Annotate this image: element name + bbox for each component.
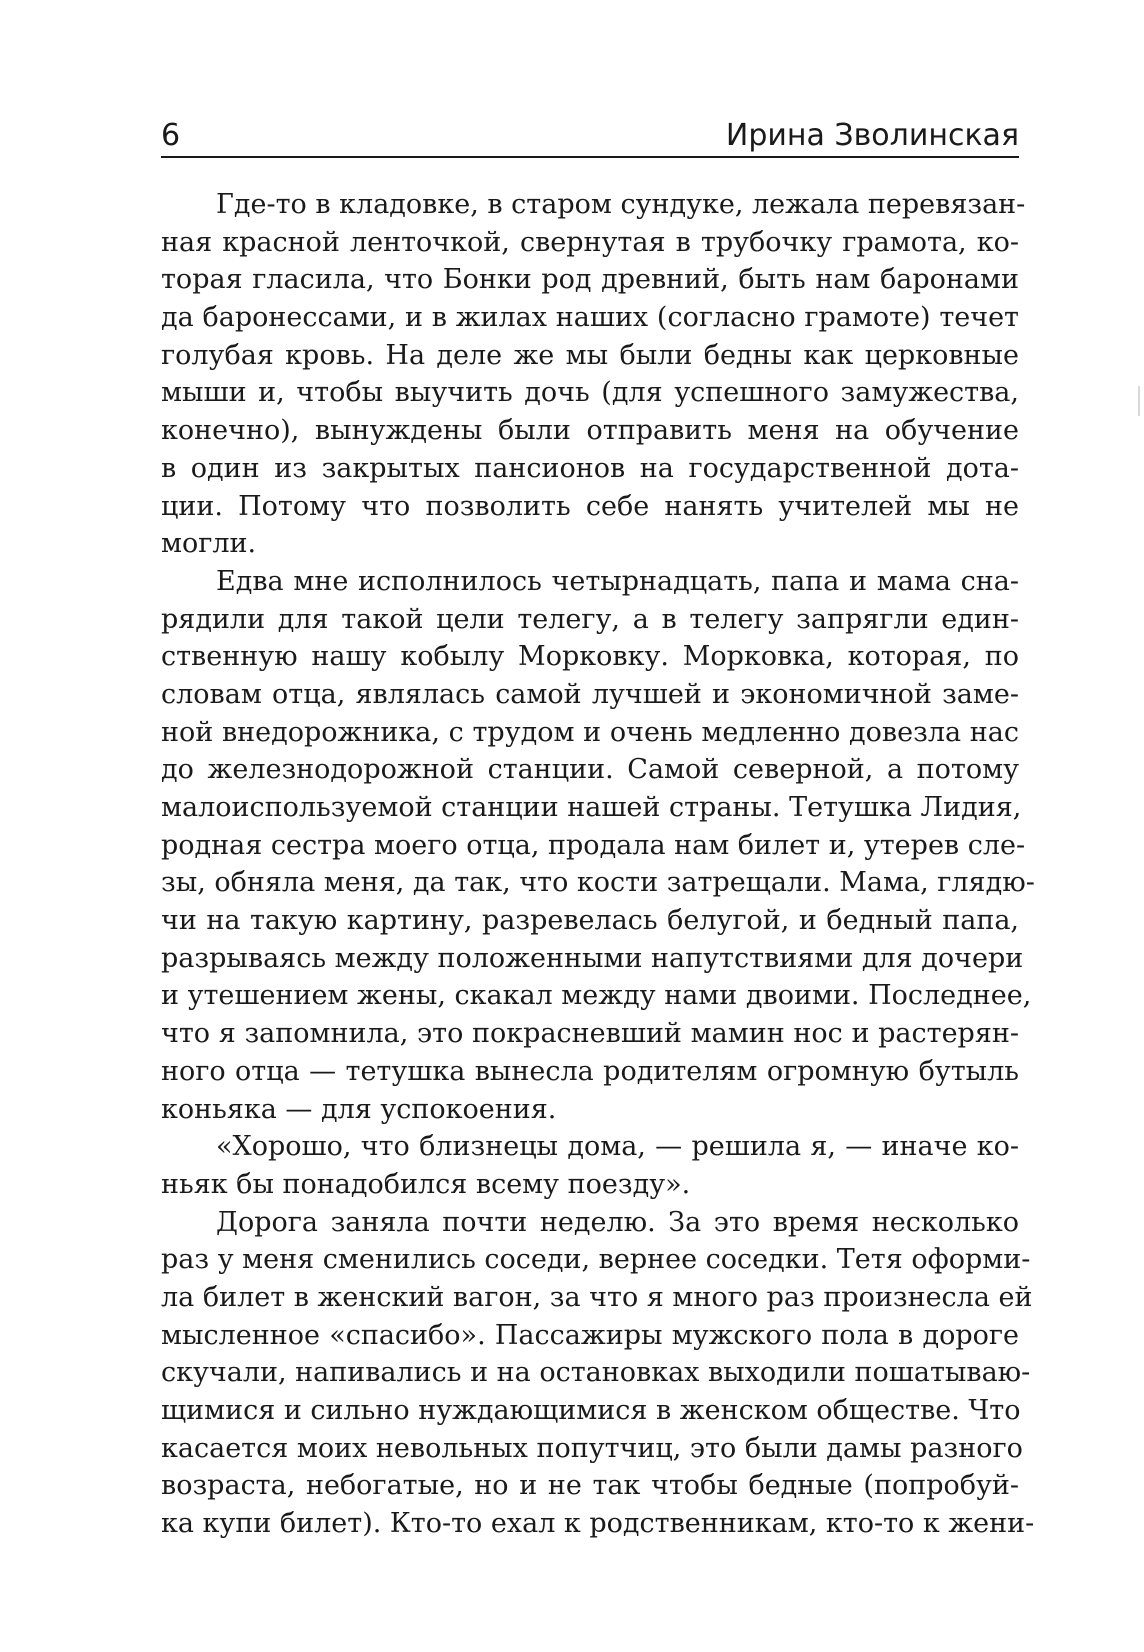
running-head: [161, 110, 1019, 158]
page-number: 6: [161, 118, 181, 153]
text-line: торая гласила, что Бонки род древний, быть нам баронами: [161, 264, 1019, 296]
text-line: ственную нашу кобылу Морковку. Морковка, которая, по: [161, 641, 1019, 673]
text-line: ного отца — тетушка вынесла родителям огромную бутыль: [161, 1055, 1019, 1087]
text-line: раз у меня сменились соседи, вернее соседки. Тетя оформи-: [161, 1244, 1031, 1276]
text-line: родная сестра моего отца, продала нам билет и, утерев сле-: [161, 829, 1026, 861]
text-line: и утешением жены, скакал между нами двоими. Последнее,: [161, 980, 1032, 1012]
text-line: зы, обняла меня, да так, что кости затрещали. Мама, глядю-: [161, 867, 1035, 899]
text-line: касается моих невольных попутчиц, это были дамы разного: [161, 1432, 1023, 1464]
text-line: разрываясь между положенными напутствиями для дочери: [161, 942, 1024, 974]
text-line: конечно), вынуждены были отправить меня на обучение: [161, 415, 1019, 447]
text-line: до железнодорожной станции. Самой северной, а потому: [161, 754, 1019, 786]
author-name: Ирина Зволинская: [725, 118, 1019, 153]
text-line: коньяка — для успокоения.: [161, 1093, 557, 1125]
paragraph: [161, 563, 1035, 1128]
scan-edge-mark: [1138, 386, 1140, 416]
text-line: чи на такую картину, разревелась белугой, и бедный папа,: [161, 905, 1019, 937]
text-line: Дорога заняла почти неделю. За это время несколько: [216, 1206, 1019, 1238]
paragraph: [161, 186, 1026, 563]
text-line: ная красной ленточкой, свернутая в трубочку грамота, ко-: [161, 226, 1019, 258]
text-line: да баронессами, и в жилах наших (согласно грамоте) течет: [161, 302, 1019, 334]
text-line: словам отца, являлась самой лучшей и экономичной заме-: [161, 678, 1019, 710]
text-line: могли.: [161, 528, 257, 560]
text-line: ка купи билет). Кто-то ехал к родственникам, кто-то к жени-: [161, 1508, 1035, 1540]
text-line: малоиспользуемой станции нашей страны. Тетушка Лидия,: [161, 792, 1022, 823]
text-line: в один из закрытых пансионов на государственной дота-: [161, 452, 1019, 484]
text-line: ньяк бы понадобился всему поезду».: [161, 1168, 691, 1200]
text-line: что я запомнила, это покрасневший мамин нос и растерян-: [161, 1018, 1019, 1050]
text-line: Где-то в кладовке, в старом сундуке, лежала перевязан-: [216, 189, 1026, 220]
text-line: возраста, небогатые, но и не так чтобы бедные (попробуй-: [161, 1470, 1019, 1502]
text-line: скучали, напивались и на остановках выходили пошатываю-: [161, 1357, 1031, 1389]
paragraph: [161, 1204, 1035, 1543]
text-line: щимися и сильно нуждающимися в женском обществе. Что: [161, 1395, 1021, 1426]
text-line: ной внедорожника, с трудом и очень медленно довезла нас: [161, 716, 1019, 748]
text-line: Едва мне исполнилось четырнадцать, папа и мама сна-: [216, 565, 1019, 597]
text-line: мыши и, чтобы выучить дочь (для успешного замужества,: [161, 377, 1019, 409]
text-line: «Хорошо, что близнецы дома, — решила я, — иначе ко-: [216, 1131, 1019, 1163]
text-line: голубая кровь. На деле же мы были бедны как церковные: [161, 339, 1019, 371]
text-line: ции. Потому что позволить себе нанять учителей мы не: [161, 490, 1019, 522]
text-line: ла билет в женский вагон, за что я много раз произнесла ей: [161, 1281, 1033, 1313]
paragraph: [161, 1128, 1019, 1203]
text-line: рядили для такой цели телегу, а в телегу запрягли един-: [161, 603, 1019, 635]
body-text: [161, 186, 1035, 1543]
text-line: мысленное «спасибо». Пассажиры мужского пола в дороге: [161, 1319, 1019, 1351]
